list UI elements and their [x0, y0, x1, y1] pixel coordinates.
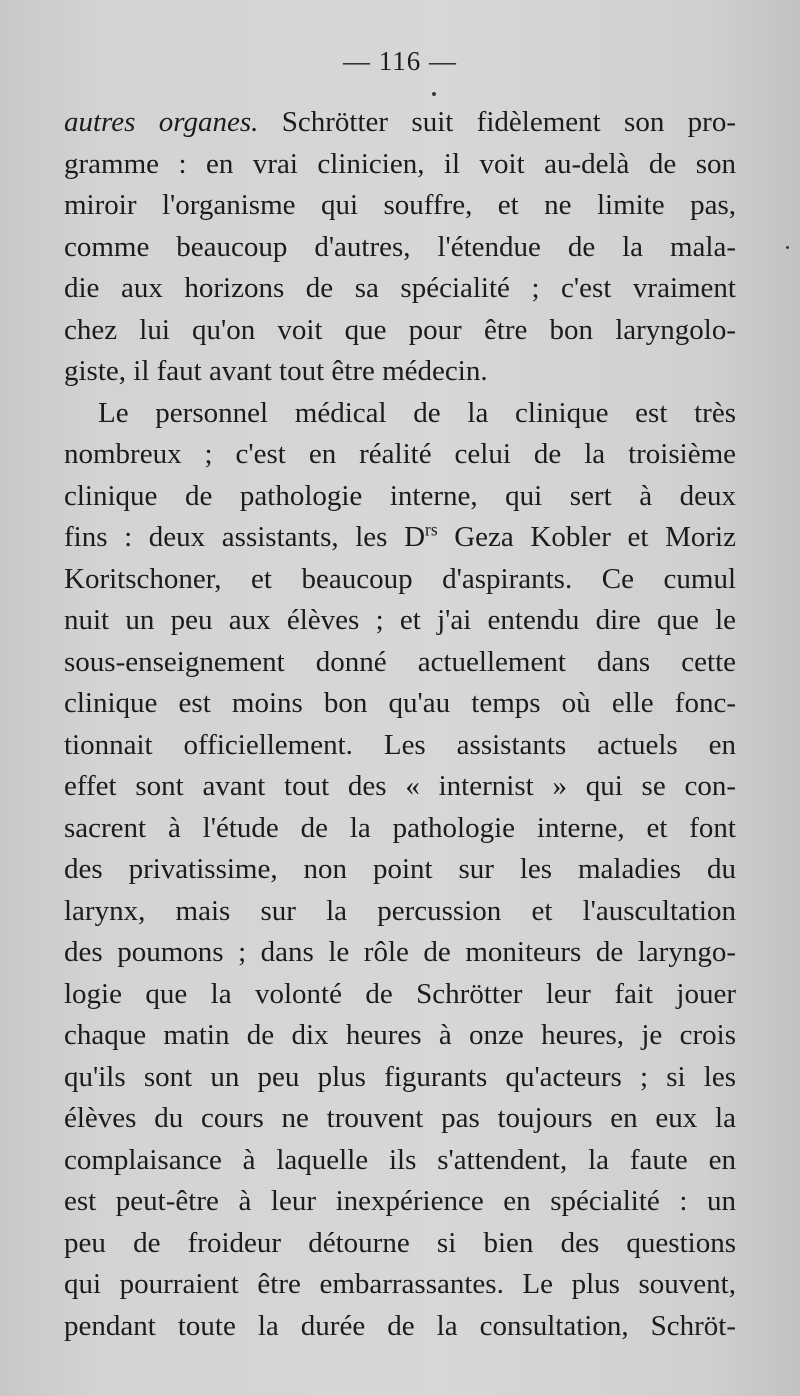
- text-line: gramme : en vrai clinicien, il voit au-delà de son: [64, 147, 736, 180]
- text-line: complaisance à laquelle ils s'attendent, la faute en: [64, 1143, 736, 1176]
- text-span: Schrötter suit fidèlement son pro-: [258, 106, 736, 138]
- text-line: miroir l'organisme qui souffre, et ne limite pas,: [64, 189, 736, 221]
- text-span: fins : deux assistants, les D: [64, 521, 426, 553]
- text-line: nuit un peu aux élèves ; et j'ai entendu dire que le: [64, 604, 736, 636]
- text-line: sacrent à l'étude de la pathologie interne, et font: [64, 811, 736, 844]
- text-line: die aux horizons de sa spécialité ; c'est vraiment: [64, 272, 736, 304]
- text-line: des poumons ; dans le rôle de moniteurs de laryngo-: [64, 936, 736, 968]
- text-line: est peut-être à leur inexpérience en spécialité : un: [64, 1185, 736, 1217]
- text-line: giste, il faut avant tout être médecin.: [64, 355, 488, 387]
- text-line: tionnait officiellement. Les assistants actuels en: [64, 728, 736, 761]
- text-line: larynx, mais sur la percussion et l'auscultation: [64, 894, 736, 927]
- italic-phrase: autres organes.: [64, 106, 259, 138]
- text-line: élèves du cours ne trouvent pas toujours en eux la: [64, 1102, 736, 1134]
- text-line: [64, 102, 736, 144]
- paragraph: [64, 393, 736, 1348]
- superscript: rs: [425, 519, 438, 540]
- text-line: chez lui qu'on voit que pour être bon laryngolo-: [64, 313, 736, 346]
- text-line: sous-enseignement donné actuellement dans cette: [64, 645, 736, 678]
- text-line: peu de froideur détourne si bien des questions: [64, 1226, 736, 1259]
- text-line: qu'ils sont un peu plus figurants qu'acteurs ; si les: [64, 1060, 736, 1093]
- text-line: Koritschoner, et beaucoup d'aspirants. Ce cumul: [64, 562, 736, 595]
- text-span: Geza Kobler et Moriz: [437, 521, 736, 553]
- text-line: Le personnel médical de la clinique est très: [98, 396, 736, 429]
- text-line: comme beaucoup d'autres, l'étendue de la mala-: [64, 230, 736, 263]
- text-line: chaque matin de dix heures à onze heures, je crois: [64, 1019, 736, 1051]
- text-line: pendant toute la durée de la consultation, Schröt-: [64, 1309, 736, 1342]
- paragraph: [64, 102, 736, 393]
- ink-speck: [432, 92, 436, 96]
- text-line: clinique de pathologie interne, qui sert à deux: [64, 479, 736, 512]
- text-line: clinique est moins bon qu'au temps où elle fonc-: [64, 687, 736, 719]
- text-line: effet sont avant tout des « internist » qui se con-: [64, 770, 736, 802]
- text-line: [64, 517, 736, 559]
- ink-speck: [786, 246, 789, 249]
- page-number: — 116 —: [343, 46, 457, 76]
- text-line: des privatissime, non point sur les maladies du: [64, 853, 736, 885]
- text-line: nombreux ; c'est en réalité celui de la troisième: [64, 438, 736, 470]
- body-text: [64, 102, 736, 1347]
- text-line: logie que la volonté de Schrötter leur fait jouer: [64, 977, 736, 1010]
- text-line: qui pourraient être embarrassantes. Le plus souvent,: [64, 1268, 736, 1300]
